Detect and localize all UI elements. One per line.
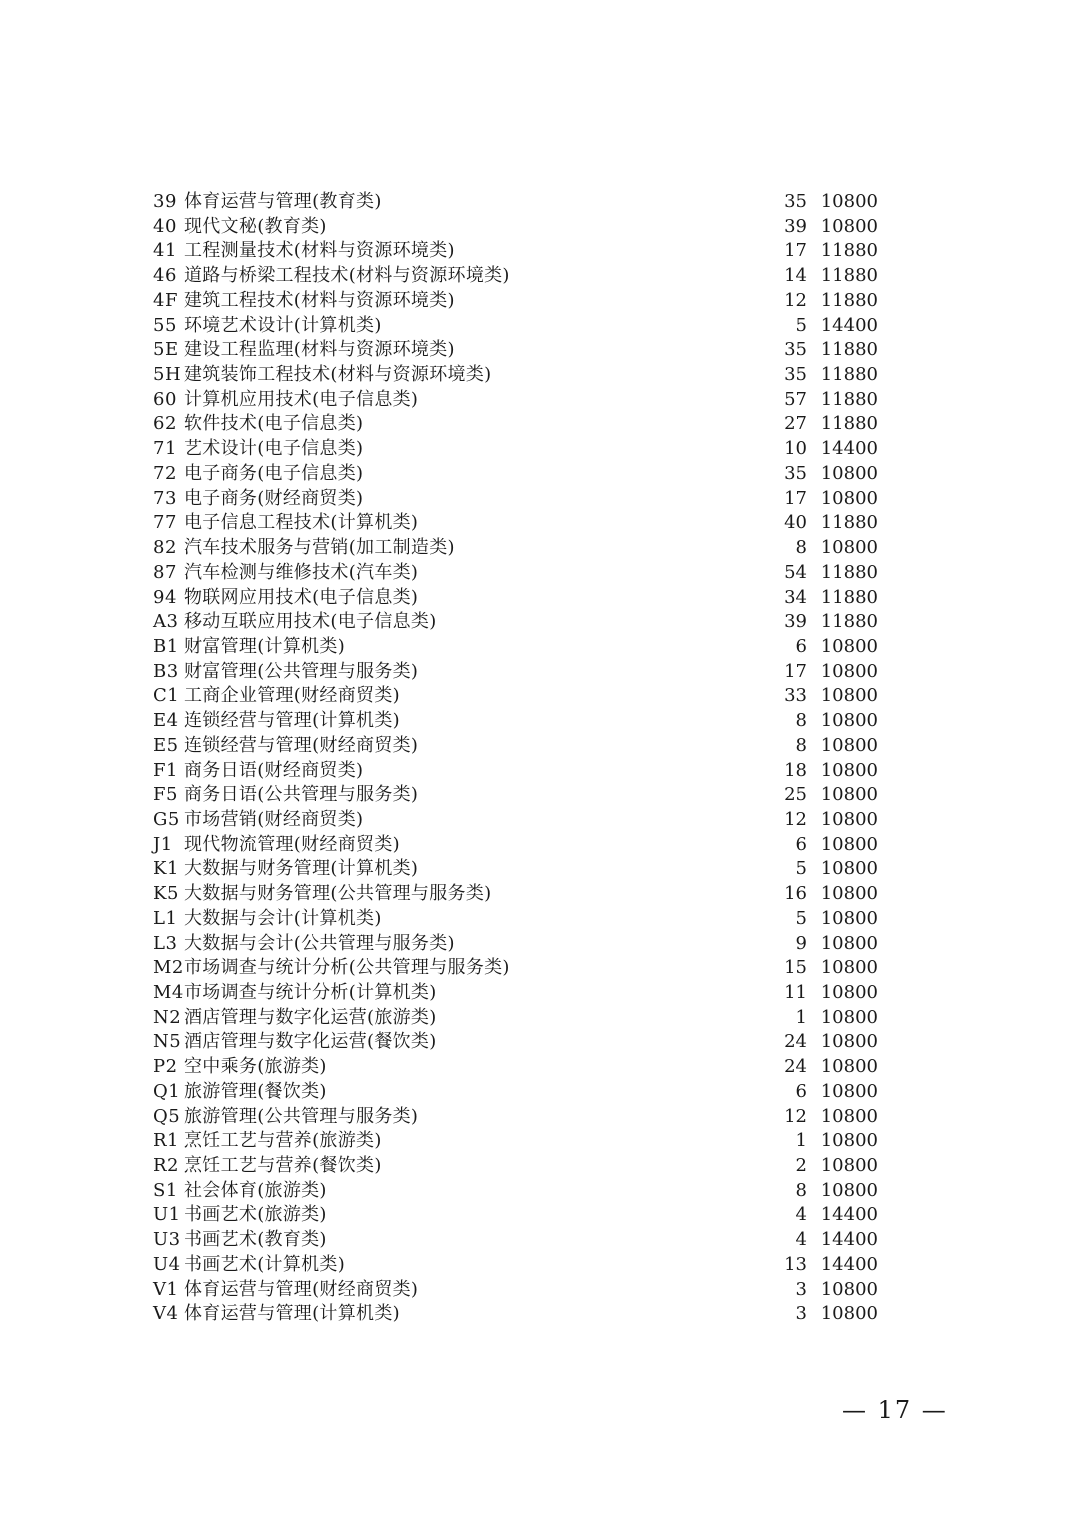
major-code: P2 [153, 1056, 178, 1078]
enrollment-count: 54 [784, 561, 807, 583]
enrollment-count: 40 [784, 512, 807, 534]
list-item [153, 388, 893, 413]
tuition-fee: 10800 [820, 734, 878, 756]
major-code: 40 [153, 215, 177, 237]
enrollment-count: 33 [784, 685, 807, 707]
enrollment-count: 8 [795, 734, 807, 756]
tuition-fee: 14400 [820, 1253, 878, 1275]
tuition-fee: 10800 [820, 215, 878, 237]
major-code: N2 [153, 1006, 182, 1028]
major-name: 体育运营与管理(教育类) [184, 191, 382, 212]
enrollment-count: 18 [784, 759, 807, 781]
major-code: U4 [153, 1253, 181, 1275]
enrollment-count: 9 [795, 932, 807, 954]
enrollment-count: 39 [784, 215, 807, 237]
enrollment-count: 24 [784, 1056, 807, 1078]
list-item [153, 1129, 893, 1154]
major-name: 市场调查与统计分析(公共管理与服务类) [184, 957, 510, 979]
enrollment-count: 12 [784, 289, 807, 311]
enrollment-count: 39 [784, 611, 807, 633]
major-code: B3 [153, 660, 179, 682]
list-item [153, 561, 893, 586]
major-code: K5 [153, 883, 179, 905]
enrollment-count: 14 [784, 265, 807, 287]
list-item [153, 635, 893, 660]
tuition-fee: 11880 [820, 364, 878, 386]
enrollment-count: 10 [784, 438, 807, 460]
list-item [153, 586, 893, 611]
major-name: 商务日语(财经商贸类) [184, 759, 364, 781]
enrollment-count: 35 [784, 191, 807, 212]
tuition-fee: 10800 [820, 1105, 878, 1127]
enrollment-count: 3 [795, 1303, 807, 1325]
enrollment-count: 6 [795, 1080, 807, 1102]
major-name: 烹饪工艺与营养(餐饮类) [184, 1155, 382, 1177]
major-name: 计算机应用技术(电子信息类) [184, 388, 419, 410]
enrollment-count: 17 [784, 660, 807, 682]
enrollment-count: 16 [784, 883, 807, 905]
major-code: J1 [153, 833, 173, 855]
list-item [153, 462, 893, 487]
major-name: 软件技术(电子信息类) [184, 413, 364, 435]
tuition-fee: 11880 [820, 586, 878, 608]
enrollment-count: 27 [784, 413, 807, 435]
enrollment-count: 1 [795, 1130, 807, 1152]
tuition-fee: 10800 [820, 1006, 878, 1028]
list-item [153, 536, 893, 561]
major-code: V1 [153, 1278, 179, 1300]
enrollment-count: 6 [795, 635, 807, 657]
tuition-fee: 10800 [820, 1278, 878, 1300]
list-item [153, 759, 893, 784]
major-name: 商务日语(公共管理与服务类) [184, 784, 419, 806]
enrollment-count: 57 [784, 388, 807, 410]
tuition-fee: 11880 [820, 611, 878, 633]
tuition-fee: 11880 [820, 289, 878, 311]
major-code: F5 [153, 784, 178, 806]
list-item [153, 239, 893, 264]
tuition-fee: 10800 [820, 462, 878, 484]
tuition-fee: 11880 [820, 339, 878, 361]
tuition-fee: 10800 [820, 808, 878, 830]
tuition-fee: 11880 [820, 413, 878, 435]
page-number: — 17 — [842, 1396, 948, 1424]
enrollment-count: 8 [795, 1179, 807, 1201]
major-code: V4 [153, 1303, 179, 1325]
enrollment-count: 5 [795, 907, 807, 929]
major-code: G5 [153, 808, 180, 830]
enrollment-count: 25 [784, 784, 807, 806]
enrollment-count: 34 [784, 586, 807, 608]
major-name: 大数据与财务管理(公共管理与服务类) [184, 883, 492, 905]
tuition-fee: 14400 [820, 1229, 878, 1251]
major-name: 社会体育(旅游类) [184, 1179, 327, 1201]
tuition-fee: 11880 [820, 561, 878, 583]
list-item [153, 1154, 893, 1179]
enrollment-count: 35 [784, 339, 807, 361]
major-name: 市场营销(财经商贸类) [184, 808, 364, 830]
tuition-fee: 14400 [820, 438, 878, 460]
major-name: 现代文秘(教育类) [184, 215, 327, 237]
enrollment-count: 12 [784, 808, 807, 830]
tuition-fee: 10800 [820, 1080, 878, 1102]
enrollment-count: 1 [795, 1006, 807, 1028]
major-code: 4F [153, 289, 178, 311]
tuition-fee: 10800 [820, 759, 878, 781]
major-code: 60 [153, 388, 177, 410]
list-item [153, 783, 893, 808]
major-name: 建筑工程技术(材料与资源环境类) [184, 289, 455, 311]
major-name: 汽车技术服务与营销(加工制造类) [184, 537, 455, 559]
major-code: U3 [153, 1229, 181, 1251]
list-item [153, 833, 893, 858]
major-code: U1 [153, 1204, 181, 1226]
list-item [153, 684, 893, 709]
tuition-fee: 11880 [820, 512, 878, 534]
tuition-fee: 14400 [820, 314, 878, 336]
list-item [153, 1253, 893, 1278]
tuition-fee: 10800 [820, 191, 878, 212]
major-code: L1 [153, 907, 178, 929]
list-item [153, 412, 893, 437]
major-name: 物联网应用技术(电子信息类) [184, 586, 419, 608]
list-item [153, 1006, 893, 1031]
enrollment-count: 11 [784, 982, 807, 1003]
enrollment-count: 6 [795, 833, 807, 855]
major-name: 建筑装饰工程技术(材料与资源环境类) [184, 364, 492, 386]
major-name: 电子商务(财经商贸类) [184, 487, 364, 509]
major-name: 体育运营与管理(财经商贸类) [184, 1278, 419, 1300]
enrollment-count: 8 [795, 537, 807, 559]
major-code: 73 [153, 487, 177, 509]
list-item [153, 1302, 893, 1327]
list-item [153, 338, 893, 363]
major-code: 41 [153, 240, 177, 262]
tuition-fee: 10800 [820, 710, 878, 732]
tuition-fee: 10800 [820, 1130, 878, 1152]
enrollment-count: 17 [784, 487, 807, 509]
major-name: 大数据与会计(计算机类) [184, 907, 382, 929]
tuition-fee: 14400 [820, 1204, 878, 1226]
major-code: F1 [153, 759, 178, 781]
tuition-fee: 10800 [820, 537, 878, 559]
tuition-fee: 10800 [820, 487, 878, 509]
major-code: 82 [153, 537, 177, 559]
enrollment-count: 2 [795, 1155, 807, 1177]
major-name: 财富管理(计算机类) [184, 635, 346, 657]
major-code: 77 [153, 512, 177, 534]
list-item [153, 437, 893, 462]
list-item [153, 660, 893, 685]
major-code: M4 [153, 982, 184, 1003]
enrollment-count: 15 [784, 957, 807, 979]
list-item [153, 981, 893, 1006]
major-name: 酒店管理与数字化运营(餐饮类) [184, 1031, 437, 1053]
major-code: R1 [153, 1130, 180, 1152]
list-item [153, 1105, 893, 1130]
tuition-fee: 10800 [820, 907, 878, 929]
major-code: E4 [153, 710, 179, 732]
tuition-fee: 10800 [820, 1031, 878, 1053]
tuition-fee: 10800 [820, 957, 878, 979]
list-item [153, 1203, 893, 1228]
list-item [153, 1278, 893, 1303]
tuition-fee: 10800 [820, 1155, 878, 1177]
major-code: 62 [153, 413, 177, 435]
list-item [153, 215, 893, 240]
major-name: 电子商务(电子信息类) [184, 462, 364, 484]
major-name: 建设工程监理(材料与资源环境类) [184, 339, 455, 361]
major-name: 大数据与财务管理(计算机类) [184, 858, 419, 880]
tuition-fee: 10800 [820, 685, 878, 707]
list-item [153, 808, 893, 833]
list-item [153, 882, 893, 907]
major-code: 46 [153, 265, 177, 287]
tuition-fee: 10800 [820, 883, 878, 905]
major-name: 艺术设计(电子信息类) [184, 438, 364, 460]
list-item [153, 907, 893, 932]
major-name: 汽车检测与维修技术(汽车类) [184, 561, 419, 583]
major-name: 旅游管理(公共管理与服务类) [184, 1105, 419, 1127]
tuition-fee: 11880 [820, 265, 878, 287]
major-code: K1 [153, 858, 179, 880]
major-name: 现代物流管理(财经商贸类) [184, 833, 400, 855]
list-item [153, 289, 893, 314]
enrollment-count: 35 [784, 364, 807, 386]
major-name: 书画艺术(计算机类) [184, 1253, 346, 1275]
enrollment-count: 8 [795, 710, 807, 732]
major-code: C1 [153, 685, 180, 707]
major-code: A3 [153, 611, 179, 633]
major-name: 书画艺术(教育类) [184, 1229, 327, 1251]
major-name: 财富管理(公共管理与服务类) [184, 660, 419, 682]
major-code: Q5 [153, 1105, 181, 1127]
tuition-fee: 10800 [820, 982, 878, 1003]
major-code: Q1 [153, 1080, 181, 1102]
enrollment-count: 35 [784, 462, 807, 484]
list-item [153, 1080, 893, 1105]
list-item [153, 734, 893, 759]
major-name: 烹饪工艺与营养(旅游类) [184, 1130, 382, 1152]
major-name: 市场调查与统计分析(计算机类) [184, 982, 437, 1003]
major-name: 连锁经营与管理(计算机类) [184, 710, 400, 732]
major-code: 94 [153, 586, 177, 608]
list-item [153, 314, 893, 339]
list-item [153, 511, 893, 536]
list-item [153, 932, 893, 957]
major-code: 5H [153, 364, 182, 386]
major-name: 大数据与会计(公共管理与服务类) [184, 932, 455, 954]
list-item [153, 1179, 893, 1204]
enrollment-count: 4 [795, 1204, 807, 1226]
list-item [153, 857, 893, 882]
list-item [153, 709, 893, 734]
list-item [153, 1030, 893, 1055]
tuition-fee: 11880 [820, 388, 878, 410]
major-code: 72 [153, 462, 177, 484]
list-item [153, 487, 893, 512]
list-item [153, 956, 893, 981]
enrollment-count: 3 [795, 1278, 807, 1300]
tuition-fee: 10800 [820, 784, 878, 806]
major-code: N5 [153, 1031, 182, 1053]
tuition-fee: 10800 [820, 833, 878, 855]
list-item [153, 1055, 893, 1080]
enrollment-count: 13 [784, 1253, 807, 1275]
major-code: 5E [153, 339, 179, 361]
major-code: M2 [153, 957, 184, 979]
tuition-fee: 10800 [820, 660, 878, 682]
tuition-fee: 10800 [820, 1303, 878, 1325]
major-code: E5 [153, 734, 179, 756]
tuition-fee: 10800 [820, 635, 878, 657]
major-name: 空中乘务(旅游类) [184, 1056, 327, 1078]
major-name: 道路与桥梁工程技术(材料与资源环境类) [184, 265, 510, 287]
major-name: 连锁经营与管理(财经商贸类) [184, 734, 419, 756]
major-name: 环境艺术设计(计算机类) [184, 314, 382, 336]
list-item [153, 363, 893, 388]
major-code: 87 [153, 561, 177, 583]
major-name: 体育运营与管理(计算机类) [184, 1303, 400, 1325]
tuition-fee: 10800 [820, 932, 878, 954]
enrollment-count: 5 [795, 314, 807, 336]
enrollment-count: 24 [784, 1031, 807, 1053]
major-name: 旅游管理(餐饮类) [184, 1080, 327, 1102]
major-code: 39 [153, 191, 177, 212]
tuition-fee: 10800 [820, 858, 878, 880]
list-item [153, 190, 893, 215]
major-code: S1 [153, 1179, 178, 1201]
major-code: R2 [153, 1155, 180, 1177]
major-name: 书画艺术(旅游类) [184, 1204, 327, 1226]
tuition-fee: 11880 [820, 240, 878, 262]
enrollment-count: 17 [784, 240, 807, 262]
major-name: 酒店管理与数字化运营(旅游类) [184, 1006, 437, 1028]
major-code: B1 [153, 635, 179, 657]
enrollment-count: 5 [795, 858, 807, 880]
major-code: 55 [153, 314, 177, 336]
major-name: 移动互联应用技术(电子信息类) [184, 611, 437, 633]
major-code: 71 [153, 438, 177, 460]
enrollment-count: 4 [795, 1229, 807, 1251]
major-name: 电子信息工程技术(计算机类) [184, 512, 419, 534]
major-name: 工程测量技术(材料与资源环境类) [184, 240, 455, 262]
major-code: L3 [153, 932, 178, 954]
major-list [153, 190, 893, 1327]
list-item [153, 1228, 893, 1253]
tuition-fee: 10800 [820, 1179, 878, 1201]
enrollment-count: 12 [784, 1105, 807, 1127]
list-item [153, 264, 893, 289]
list-item [153, 610, 893, 635]
major-name: 工商企业管理(财经商贸类) [184, 685, 400, 707]
tuition-fee: 10800 [820, 1056, 878, 1078]
